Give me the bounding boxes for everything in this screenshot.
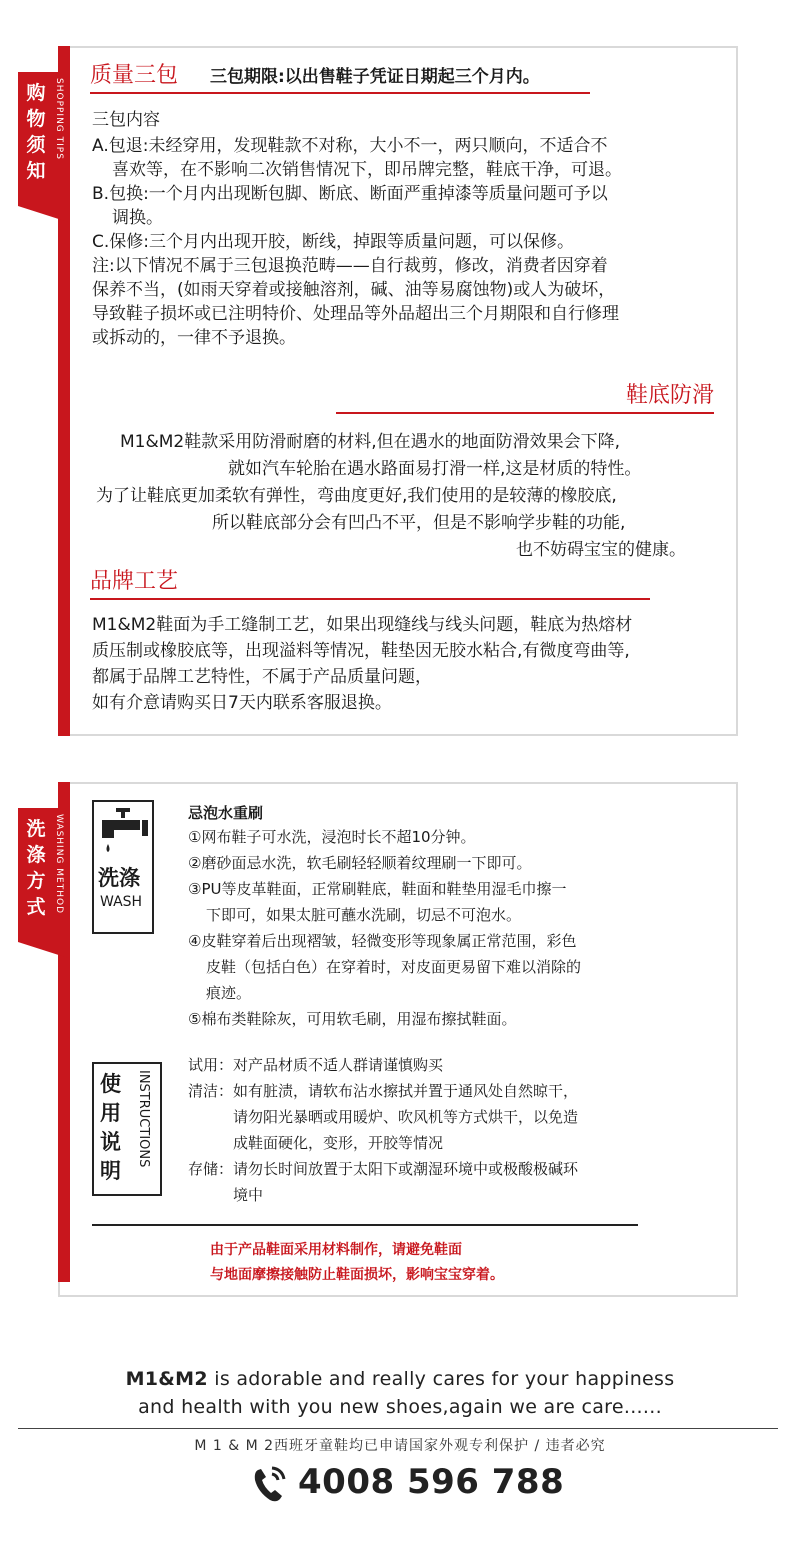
craft-content [92, 612, 632, 716]
warranty-line: 调换。 [112, 208, 163, 228]
washing-method-tab [18, 808, 68, 942]
instructions-line: 存储：请勿长时间放置于太阳下或潮湿环境中或极酸极碱环 [188, 1160, 579, 1178]
warranty-subtitle: 三包期限:以出售鞋子凭证日期起三个月内。 [210, 67, 540, 87]
craft-line: M1&M2鞋面为手工缝制工艺，如果出现缝线与线头问题，鞋底为热熔材 [92, 615, 633, 635]
tab-cn: 购物须知 [26, 82, 46, 182]
wash-line: ④皮鞋穿着后出现褶皱，轻微变形等现象属正常范围，彩色 [188, 932, 577, 950]
faucet-icon [94, 804, 152, 862]
antislip-line: M1&M2鞋款采用防滑耐磨的材料,但在遇水的地面防滑效果会下降, [120, 432, 621, 452]
warranty-underline [90, 92, 590, 94]
tab-en: WASHING METHOD [54, 814, 64, 914]
instructions-line: 请勿阳光暴晒或用暖炉、吹风机等方式烘干，以免造 [233, 1108, 579, 1126]
warranty-line: 导致鞋子损坏或已注明特价、处理品等外品超出三个月期限和自行修理 [92, 304, 619, 324]
antislip-content [96, 430, 720, 562]
slogan-brand: M1&M2 [125, 1368, 208, 1390]
instructions-content [188, 1052, 578, 1208]
instructions-line: 成鞋面硬化，变形，开胶等情况 [233, 1134, 444, 1152]
slogan-line-2: and health with you new shoes,again we are care...... [138, 1396, 662, 1418]
warranty-title: 质量三包 [90, 63, 179, 88]
antislip-line: 就如汽车轮胎在遇水路面易打滑一样,这是材质的特性。 [228, 459, 642, 479]
instructions-line: 境中 [233, 1186, 264, 1204]
warning-line: 由于产品鞋面采用材料制作，请避免鞋面 [210, 1242, 462, 1258]
warranty-line: 保养不当，(如雨天穿着或接触溶剂，碱、油等易腐蚀物)或人为破坏， [92, 280, 616, 300]
antislip-line: 也不妨碍宝宝的健康。 [516, 540, 686, 560]
slogan-line-1 [0, 1368, 800, 1390]
wash-line: ②磨砂面忌水洗，软毛刷轻轻顺着纹理刷一下即可。 [188, 854, 532, 872]
craft-line: 质压制或橡胶底等，出现溢料等情况，鞋垫因无胶水粘合,有微度弯曲等, [92, 641, 630, 661]
washing-card [58, 782, 738, 1297]
craft-underline [90, 598, 650, 600]
wash-line: ①网布鞋子可水洗，浸泡时长不超10分钟。 [188, 828, 476, 846]
section-divider [92, 1224, 638, 1226]
warning-line: 与地面摩擦接触防止鞋面损坏，影响宝宝穿着。 [210, 1267, 504, 1283]
warranty-line: 三包内容 [92, 110, 160, 130]
craft-line: 都属于品牌工艺特性，不属于产品质量问题， [92, 667, 432, 687]
phone-number: 4008 596 788 [298, 1462, 565, 1502]
wash-line: 皮鞋（包括白色）在穿着时，对皮面更易留下难以消除的 [206, 958, 582, 976]
footer-divider [18, 1428, 778, 1429]
wash-line: ③PU等皮革鞋面，正常刷鞋底，鞋面和鞋垫用湿毛巾擦一 [188, 880, 567, 898]
instructions-icon-en: INSTRUCTIONS [136, 1070, 151, 1168]
warranty-content [92, 108, 622, 350]
wash-icon-box [92, 800, 154, 934]
instructions-icon-cn: 使用说明 [100, 1072, 121, 1183]
warranty-line: 注:以下情况不属于三包退换范畴——自行裁剪，修改，消费者因穿着 [92, 256, 608, 276]
wash-heading: 忌泡水重刷 [188, 804, 264, 822]
warranty-line: B.包换:一个月内出现断包脚、断底、断面严重掉漆等质量问题可予以 [92, 184, 608, 204]
craft-title: 品牌工艺 [90, 569, 179, 594]
antislip-line: 为了让鞋底更加柔软有弹性，弯曲度更好,我们使用的是较薄的橡胶底, [96, 486, 617, 506]
wash-line: 痕迹。 [206, 984, 252, 1002]
tab-en: SHOPPING TIPS [54, 78, 64, 160]
warranty-line: 喜欢等，在不影响二次销售情况下，即吊牌完整，鞋底干净，可退。 [112, 160, 622, 180]
warranty-line: C.保修:三个月内出现开胶，断线，掉跟等质量问题，可以保修。 [92, 232, 575, 252]
warranty-line: 或拆动的，一律不予退换。 [92, 328, 296, 348]
instructions-line: 试用：对产品材质不适人群请谨慎购买 [188, 1056, 444, 1074]
instructions-line: 清洁：如有脏渍，请软布沾水擦拭并置于通风处自然晾干， [188, 1082, 579, 1100]
patent-notice: M 1 & M 2西班牙童鞋均已申请国家外观专利保护 / 违者必究 [194, 1438, 606, 1454]
wash-content [188, 824, 581, 1032]
wash-icon-cn: 洗涤 [98, 866, 140, 890]
instructions-icon-box [92, 1062, 162, 1196]
wash-line: ⑤棉布类鞋除灰，可用软毛刷，用湿布擦拭鞋面。 [188, 1010, 517, 1028]
tab-cn: 洗涤方式 [26, 818, 46, 918]
wash-line: 下即可，如果太脏可蘸水洗刷，切忌不可泡水。 [206, 906, 522, 924]
craft-line: 如有介意请购买日7天内联系客服退换。 [92, 693, 392, 713]
phone-icon [252, 1464, 288, 1504]
shopping-tips-card [58, 46, 738, 736]
slogan-rest: is adorable and really cares for your happiness [207, 1368, 675, 1390]
antislip-underline [336, 412, 714, 414]
antislip-line: 所以鞋底部分会有凹凸不平，但是不影响学步鞋的功能, [212, 513, 626, 533]
wash-icon-en: WASH [100, 894, 143, 910]
warning-note [210, 1238, 504, 1288]
antislip-title: 鞋底防滑 [625, 383, 714, 408]
warranty-line: A.包退:未经穿用，发现鞋款不对称，大小不一，两只顺向，不适合不 [92, 136, 608, 156]
shopping-tips-tab [18, 72, 68, 206]
